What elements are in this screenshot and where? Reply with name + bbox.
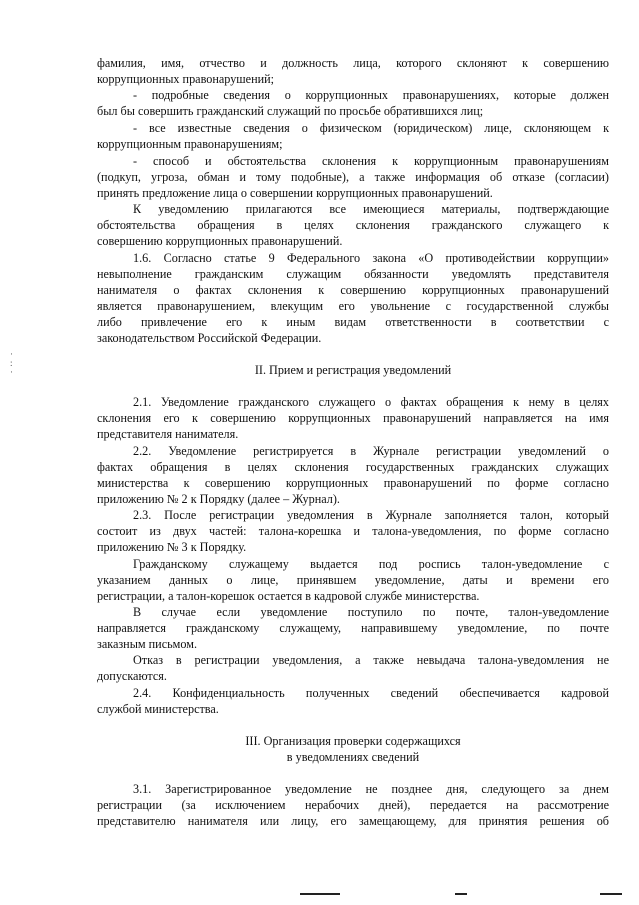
text-line: невыполнение гражданским служащим обязанности уведомлять представителя	[97, 267, 609, 281]
text-line: допускаются.	[97, 669, 167, 683]
text-line: службой министерства.	[97, 702, 219, 716]
text-line: 2.3. После регистрации уведомления в Журнале заполняется талон, который	[133, 508, 609, 522]
text-line: коррупционных правонарушений;	[97, 72, 275, 86]
text-line: представителю нанимателя или лицу, его замещающему, для принятия решения об	[97, 814, 609, 828]
scan-artifact-bottom-3	[600, 893, 622, 895]
text-line: регистрации (за исключением нерабочих дней), передается на рассмотрение	[97, 798, 609, 812]
text-line: 2.2. Уведомление регистрируется в Журнале регистрации уведомлений о	[133, 444, 609, 458]
text-line: приложению № 3 к Порядку.	[97, 540, 247, 554]
section-heading: в уведомлениях сведений	[286, 750, 420, 764]
text-line: К уведомлению прилагаются все имеющиеся материалы, подтверждающие	[133, 202, 609, 216]
text-line: фактах обращения в целях склонения государственных гражданских служащих	[97, 460, 609, 474]
text-line: коррупционным правонарушениям;	[97, 137, 283, 151]
text-line: - способ и обстоятельства склонения к коррупционным правонарушениям	[133, 154, 609, 168]
text-line: В случае если уведомление поступило по почте, талон-уведомление	[133, 605, 609, 619]
scan-artifact-left: · : ·	[10, 349, 13, 377]
text-line: - подробные сведения о коррупционных правонарушениях, которые должен	[133, 88, 609, 102]
text-line: принять предложение лица о совершении коррупционных правонарушений.	[97, 186, 493, 200]
text-line: законодательством Российской Федерации.	[97, 331, 322, 345]
text-line: является правонарушением, влекущим его увольнение с государственной службы	[97, 299, 609, 313]
text-line: регистрации, а талон-корешок остается в кадровой службе министерства.	[97, 589, 480, 603]
text-line: приложению № 2 к Порядку (далее – Журнал).	[97, 492, 340, 506]
text-line: Отказ в регистрации уведомления, а также невыдача талона-уведомления не	[133, 653, 609, 667]
text-line: обстоятельства обращения в целях склонения гражданского служащего к	[97, 218, 609, 232]
text-line: 2.4. Конфиденциальность полученных сведений обеспечивается кадровой	[133, 686, 609, 700]
text-line: нанимателя о фактах склонения к совершению коррупционных правонарушений	[97, 283, 609, 297]
text-line: представителя нанимателя.	[97, 427, 239, 441]
text-line: направляется гражданскому служащему, направившему уведомление, по почте	[97, 621, 609, 635]
text-line: 3.1. Зарегистрированное уведомление не позднее дня, следующего за днем	[133, 782, 609, 796]
text-line: склонения его к совершению коррупционных правонарушений направляется на имя	[97, 411, 609, 425]
text-line: фамилия, имя, отчество и должность лица, которого склоняют к совершению	[97, 56, 609, 70]
text-line: 2.1. Уведомление гражданского служащего о фактах обращения к нему в целях	[133, 395, 609, 409]
text-line: был бы совершить гражданский служащий по просьбе обратившихся лиц;	[97, 104, 484, 118]
text-line: указанием данных о лице, принявшем уведомление, даты и времени его	[97, 573, 609, 587]
section-heading: III. Организация проверки содержащихся	[245, 734, 461, 748]
text-line: 1.6. Согласно статье 9 Федерального закона «О противодействии коррупции»	[133, 251, 609, 265]
text-line: либо привлечение его к иным видам ответственности в соответствии с	[97, 315, 609, 329]
text-line: состоит из двух частей: талона-корешка и талона-уведомления, по форме согласно	[97, 524, 609, 538]
section-heading: II. Прием и регистрация уведомлений	[254, 363, 452, 377]
text-line: Гражданскому служащему выдается под роспись талон-уведомление с	[133, 557, 609, 571]
text-line: (подкуп, угроза, обман и тому подобные), а также информация об отказе (согласии)	[97, 170, 609, 184]
scan-artifact-bottom	[300, 893, 340, 895]
text-line: заказным письмом.	[97, 637, 197, 651]
scan-artifact-bottom-2	[455, 893, 467, 895]
text-line: министерства к совершению коррупционных правонарушений по форме согласно	[97, 476, 609, 490]
text-line: - все известные сведения о физическом (юридическом) лице, склоняющем к	[133, 121, 609, 135]
text-line: совершению коррупционных правонарушений.	[97, 234, 343, 248]
